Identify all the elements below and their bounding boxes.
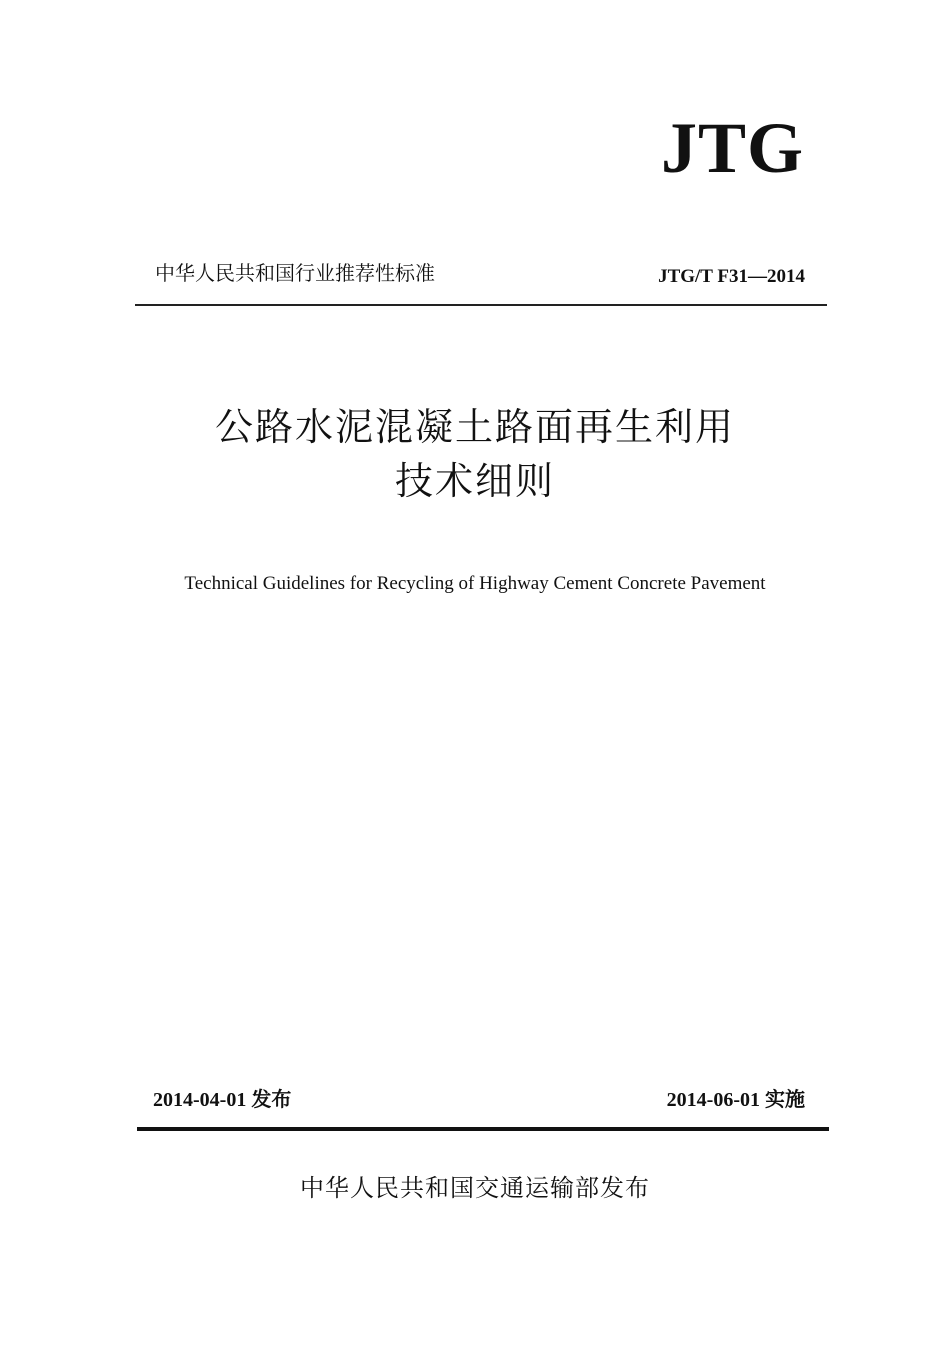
- title-english: Technical Guidelines for Recycling of Highway Cement Concrete Pavement: [184, 573, 766, 594]
- issue-date: 2014-04-01 发布: [153, 1089, 292, 1111]
- jtg-logo: JTG: [660, 108, 804, 188]
- title-chinese: [0, 400, 950, 508]
- standard-code: JTG/T F31—2014: [658, 266, 805, 287]
- effective-date: 2014-06-01 实施: [666, 1089, 805, 1111]
- top-divider: [135, 304, 827, 306]
- title-chinese-line-1: 公路水泥混凝土路面再生利用: [214, 405, 735, 449]
- title-chinese-line-2: 技术细则: [394, 459, 555, 503]
- publisher: 中华人民共和国交通运输部发布: [300, 1174, 650, 1202]
- bottom-divider: [137, 1127, 829, 1131]
- standard-category: 中华人民共和国行业推荐性标准: [155, 261, 435, 285]
